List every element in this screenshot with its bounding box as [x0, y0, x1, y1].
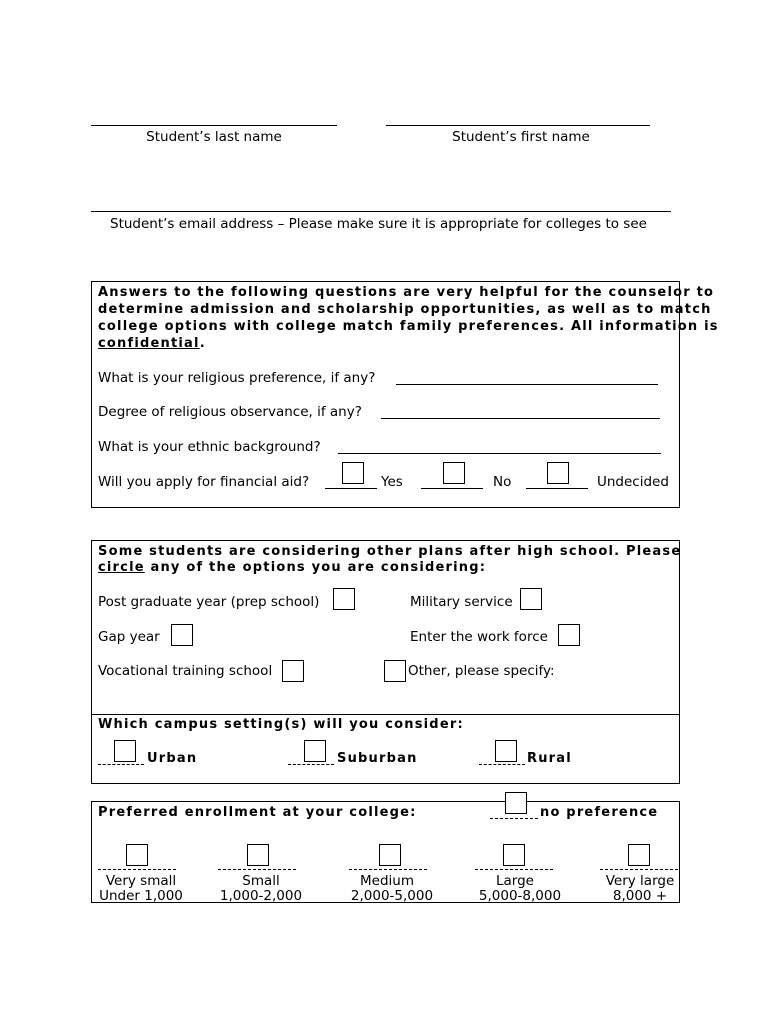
postgrad-checkbox[interactable]: [333, 588, 355, 610]
last-name-line[interactable]: [91, 125, 337, 126]
other-checkbox[interactable]: [384, 660, 406, 682]
very-small-line: [98, 869, 176, 870]
section2-intro-line1: Some students are considering other plans after high school. Please: [98, 544, 682, 559]
small-range: 1,000-2,000: [219, 888, 303, 904]
aid-no-line: [421, 488, 483, 489]
very-large-line: [600, 869, 678, 870]
aid-no-label: No: [493, 474, 512, 490]
small-name: Small: [242, 873, 280, 889]
aid-no-checkbox[interactable]: [443, 462, 465, 484]
suburban-label: Suburban: [337, 751, 418, 766]
very-large-range: 8,000 +: [612, 888, 668, 904]
medium-checkbox[interactable]: [379, 844, 401, 866]
vocational-checkbox[interactable]: [282, 660, 304, 682]
aid-yes-checkbox[interactable]: [342, 462, 364, 484]
no-pref-line: [490, 818, 538, 819]
small-line: [218, 869, 296, 870]
email-label: Student’s email address – Please make sure it is appropriate for colleges to see: [110, 216, 647, 232]
suburban-line: [288, 764, 334, 765]
observance-answer-line[interactable]: [381, 418, 660, 419]
very-large-name: Very large: [605, 873, 675, 889]
email-line[interactable]: [91, 211, 671, 212]
urban-line: [98, 764, 144, 765]
no-pref-checkbox[interactable]: [505, 792, 527, 814]
military-label: Military service: [410, 594, 513, 610]
large-line: [475, 869, 553, 870]
very-large-checkbox[interactable]: [628, 844, 650, 866]
confidential-text: confidential: [98, 336, 200, 351]
financial-aid-question: Will you apply for financial aid?: [98, 474, 310, 490]
military-checkbox[interactable]: [520, 588, 542, 610]
other-label: Other, please specify:: [408, 663, 555, 679]
aid-yes-label: Yes: [381, 474, 403, 490]
rural-label: Rural: [527, 751, 572, 766]
campus-heading: Which campus setting(s) will you consider:: [98, 717, 464, 732]
medium-line: [349, 869, 427, 870]
observance-question: Degree of religious observance, if any?: [98, 404, 362, 420]
gap-year-checkbox[interactable]: [171, 624, 193, 646]
intro-period: .: [199, 336, 206, 351]
work-force-label: Enter the work force: [410, 629, 548, 645]
first-name-line[interactable]: [386, 125, 650, 126]
section1-intro-line4: [98, 336, 206, 351]
intro-rest: any of the options you are considering:: [144, 560, 487, 575]
medium-name: Medium: [360, 873, 414, 889]
large-checkbox[interactable]: [503, 844, 525, 866]
section1-intro-line1: Answers to the following questions are very helpful for the counselor to: [98, 285, 715, 300]
no-pref-label: no preference: [540, 805, 659, 820]
first-name-label: Student’s first name: [452, 129, 590, 145]
section2-intro-line2: [98, 560, 486, 575]
section1-intro-line3: college options with college match family preferences. All information is: [98, 319, 719, 334]
vocational-label: Vocational training school: [98, 663, 273, 679]
religion-answer-line[interactable]: [396, 384, 658, 385]
ethnic-question: What is your ethnic background?: [98, 439, 321, 455]
urban-label: Urban: [147, 751, 198, 766]
gap-year-label: Gap year: [98, 629, 160, 645]
very-small-range: Under 1,000: [99, 888, 183, 904]
very-small-name: Very small: [105, 873, 177, 889]
aid-undecided-label: Undecided: [597, 474, 669, 490]
enrollment-heading: Preferred enrollment at your college:: [98, 805, 417, 820]
circle-text: circle: [98, 560, 145, 575]
small-checkbox[interactable]: [247, 844, 269, 866]
large-name: Large: [496, 873, 534, 889]
large-range: 5,000-8,000: [478, 888, 562, 904]
postgrad-label: Post graduate year (prep school): [98, 594, 320, 610]
aid-undecided-line: [526, 488, 588, 489]
suburban-checkbox[interactable]: [304, 740, 326, 762]
rural-line: [479, 764, 525, 765]
section1-intro-line2: determine admission and scholarship opportunities, as well as to match: [98, 302, 712, 317]
rural-checkbox[interactable]: [495, 740, 517, 762]
ethnic-answer-line[interactable]: [338, 453, 661, 454]
religion-question: What is your religious preference, if any?: [98, 370, 376, 386]
aid-undecided-checkbox[interactable]: [547, 462, 569, 484]
very-small-checkbox[interactable]: [126, 844, 148, 866]
medium-range: 2,000-5,000: [350, 888, 434, 904]
campus-divider: [91, 714, 680, 715]
aid-yes-line: [325, 488, 377, 489]
urban-checkbox[interactable]: [114, 740, 136, 762]
work-force-checkbox[interactable]: [558, 624, 580, 646]
last-name-label: Student’s last name: [146, 129, 282, 145]
